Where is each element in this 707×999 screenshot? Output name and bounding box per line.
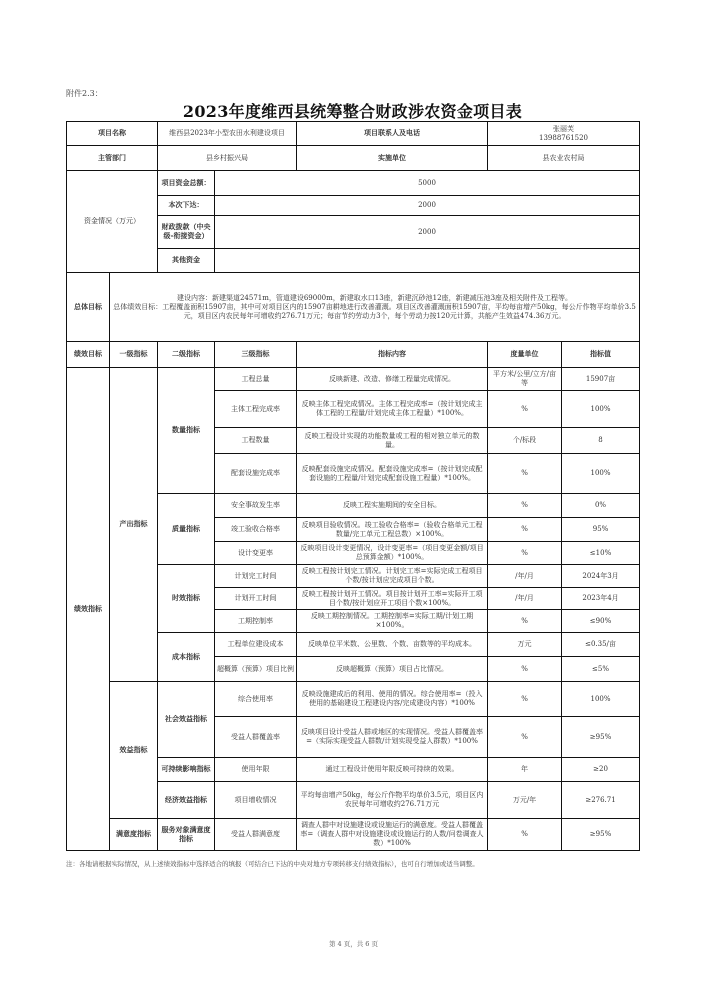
indicator-content: 反映项目设计变更情况，设计变更率=（项目变更金额/项目总预算金额）*100%。 [297, 542, 488, 565]
project-name-value: 维西县2023年小型农田水利建设项目 [158, 122, 297, 146]
level2-quantity: 数量指标 [158, 368, 215, 494]
indicator-value: ≤0.35/亩 [562, 633, 640, 657]
indicator-value: 2023年4月 [562, 588, 640, 610]
funds-issued-label: 本次下达： [158, 196, 215, 216]
dept-value: 县乡村振兴局 [158, 146, 297, 171]
contact-value [488, 122, 640, 146]
indicator-content: 平均每亩增产50kg，每公斤作物平均单价3.5元，项目区内农民每年可增收约276.71万元 [297, 782, 488, 819]
indicator-unit: 万元 [488, 633, 562, 657]
indicator-value: 2024年3月 [562, 565, 640, 588]
indicator-content: 反映工程设计实现的功能数量或工程的相对独立单元的数量。 [297, 428, 488, 454]
indicator-unit: % [488, 518, 562, 542]
header-level1: 一级指标 [110, 342, 158, 368]
indicator-name: 竣工验收合格率 [215, 518, 297, 542]
indicator-unit: % [488, 610, 562, 633]
indicator-value: ≤10% [562, 542, 640, 565]
funds-other-value [215, 249, 640, 273]
indicator-name: 受益人群覆盖率 [215, 717, 297, 758]
project-name-label: 项目名称 [67, 122, 158, 146]
indicator-unit: % [488, 542, 562, 565]
indicator-name: 计划完工时间 [215, 565, 297, 588]
indicator-unit: % [488, 494, 562, 518]
indicator-unit: 个/标段 [488, 428, 562, 454]
indicator-content: 反映主体工程完成情况。主体工程完成率=（按计划完成主体工程的工程量/计划完成主体工程量）*100%。 [297, 391, 488, 428]
contact-name: 张丽芙 [553, 124, 575, 133]
project-name-row [67, 122, 640, 146]
overall-goal-text [110, 273, 640, 342]
level2-timeliness: 时效指标 [158, 565, 215, 633]
indicator-name: 设计变更率 [215, 542, 297, 565]
funds-issued-value: 2000 [215, 196, 640, 216]
indicator-unit: 平方米/公里/立方/亩等 [488, 368, 562, 391]
page-title: 2023年度维西县统筹整合财政涉农资金项目表 [182, 102, 523, 121]
indicator-name: 计划开工时间 [215, 588, 297, 610]
indicator-name: 工程单位建设成本 [215, 633, 297, 657]
indicator-unit: % [488, 717, 562, 758]
indicator-value: 0% [562, 494, 640, 518]
indicator-content: 调查人群中对设施建设或设施运行的满意度。受益人群覆盖率=（调查人群中对设施建设或设施运行的人数/问卷调查人数）*100% [297, 819, 488, 851]
indicator-unit: 年 [488, 758, 562, 782]
overall-goal-label: 总体目标 [67, 273, 110, 342]
indicator-unit: % [488, 657, 562, 682]
indicator-name: 受益人群满意度 [215, 819, 297, 851]
funds-central-value: 2000 [215, 216, 640, 249]
indicator-content: 通过工程设计使用年限反映可持续的效果。 [297, 758, 488, 782]
perf-header-row [67, 342, 640, 368]
level2-sustain: 可持续影响指标 [158, 758, 215, 782]
indicator-name: 工程总量 [215, 368, 297, 391]
overall-goal-row [67, 273, 640, 342]
indicator-value: ≥276.71 [562, 782, 640, 819]
indicator-content: 反映设施建成后的利用、使用的情况。综合使用率=（投入使用的基础建设工程建设内容/完成建设内容）*100% [297, 682, 488, 717]
indicator-value: 100% [562, 682, 640, 717]
dept-label: 主管部门 [67, 146, 158, 171]
level2-cost: 成本指标 [158, 633, 215, 682]
goal-line-construction: 建设内容：新建渠道24571m，管道建设69000m，新建取水口13座，新建沉砂池12座，新建减压池3座及相关附件及工程等。 [176, 293, 573, 302]
level1-benefit: 效益指标 [110, 682, 158, 819]
level2-economic: 经济效益指标 [158, 782, 215, 819]
table-row [67, 368, 640, 391]
goal-line-performance: 总体绩效目标：工程覆盖面积15907亩，其中可对项目区内的15907亩耕地进行改善灌溉。项目区改善灌溉面积15907亩，平均每亩增产50kg，每公斤作物平均单价3.5元，项目区内农民每年可增收约276.71万元；每亩节约劳动力3个，每个劳动力按120元计算，共能产生效益474.36万元。 [113, 302, 636, 320]
indicator-name: 综合使用率 [215, 682, 297, 717]
indicator-value: ≥95% [562, 819, 640, 851]
header-level2: 二级指标 [158, 342, 215, 368]
header-content: 指标内容 [297, 342, 488, 368]
level1-satisfaction: 满意度指标 [110, 819, 158, 851]
perf-label: 绩效指标 [67, 368, 110, 851]
indicator-content: 反映工程按计划开工情况。项目按计划开工率=实际开工项目个数/按计划应开工项目个数×100%。 [297, 588, 488, 610]
indicator-content: 反映项目验收情况。竣工验收合格率=（验收合格单元工程数量/完工单元工程总数）×100%。 [297, 518, 488, 542]
impl-label: 实施单位 [297, 146, 488, 171]
indicator-unit: 万元/年 [488, 782, 562, 819]
indicator-unit: % [488, 454, 562, 494]
indicator-name: 工期控制率 [215, 610, 297, 633]
level2-service: 服务对象满意度指标 [158, 819, 215, 851]
indicator-content: 反映工程实施期间的安全目标。 [297, 494, 488, 518]
indicator-content: 反映新建、改造、修缮工程量完成情况。 [297, 368, 488, 391]
table-row [67, 819, 640, 851]
indicator-value: ≤90% [562, 610, 640, 633]
dept-row [67, 146, 640, 171]
header-goal: 绩效目标 [67, 342, 110, 368]
indicator-content: 反映工期控制情况。工期控制率=实际工期/计划工期×100%。 [297, 610, 488, 633]
indicator-value: ≥95% [562, 717, 640, 758]
indicator-value: 95% [562, 518, 640, 542]
funds-label: 资金情况（万元） [67, 171, 158, 273]
indicator-unit: /年/月 [488, 588, 562, 610]
indicator-value: 15907亩 [562, 368, 640, 391]
indicator-name: 项目增收情况 [215, 782, 297, 819]
indicator-name: 配套设施完成率 [215, 454, 297, 494]
contact-label: 项目联系人及电话 [297, 122, 488, 146]
indicator-name: 超概算（预算）项目比例 [215, 657, 297, 682]
project-table [66, 121, 640, 851]
level2-quality: 质量指标 [158, 494, 215, 565]
header-level3: 三级指标 [215, 342, 297, 368]
indicator-value: ≤5% [562, 657, 640, 682]
indicator-content: 反映单位平米数、公里数、个数、亩数等的平均成本。 [297, 633, 488, 657]
funds-central-label: 财政拨款（中央级-衔接资金） [158, 216, 215, 249]
header-value: 指标值 [562, 342, 640, 368]
indicator-value: 8 [562, 428, 640, 454]
table-row [67, 682, 640, 717]
indicator-unit: % [488, 682, 562, 717]
indicator-unit: % [488, 391, 562, 428]
indicator-content: 反映超概算（预算）项目占比情况。 [297, 657, 488, 682]
header-unit: 度量单位 [488, 342, 562, 368]
indicator-content: 反映项目设计受益人群或地区的实现情况。受益人群覆盖率=（实际实现受益人群数/计划实现受益人群数）*100% [297, 717, 488, 758]
page-number: 第 4 页，共 6 页 [328, 940, 379, 948]
funds-total-value: 5000 [215, 171, 640, 196]
funds-other-label: 其他资金 [158, 249, 215, 273]
indicator-value: 100% [562, 454, 640, 494]
indicator-name: 工程数量 [215, 428, 297, 454]
indicator-content: 反映工程按计划完工情况。计划完工率=实际完成工程项目个数/按计划应完成项目个数。 [297, 565, 488, 588]
impl-value: 县农业农村局 [488, 146, 640, 171]
attachment-label: 附件2.3： [66, 89, 103, 98]
indicator-name: 主体工程完成率 [215, 391, 297, 428]
funds-row [67, 171, 640, 196]
level2-social: 社会效益指标 [158, 682, 215, 758]
indicator-value: 100% [562, 391, 640, 428]
level1-output: 产出指标 [110, 368, 158, 682]
indicator-unit: % [488, 819, 562, 851]
indicator-unit: /年/月 [488, 565, 562, 588]
contact-phone: 13988761520 [539, 133, 589, 142]
footnote: 注：各地请根据实际情况，从上述绩效指标中选择适合的填报（可结合已下达的中央对地方专项转移支付绩效指标），也可自行增加或适当调整。 [66, 860, 479, 868]
funds-total-label: 项目资金总额： [158, 171, 215, 196]
indicator-content: 反映配套设施完成情况。配套设施完成率=（按计划完成配套设施的工程量/计划完成配套设施工程量）*100%。 [297, 454, 488, 494]
indicator-name: 使用年限 [215, 758, 297, 782]
indicator-name: 安全事故发生率 [215, 494, 297, 518]
indicator-value: ≥20 [562, 758, 640, 782]
